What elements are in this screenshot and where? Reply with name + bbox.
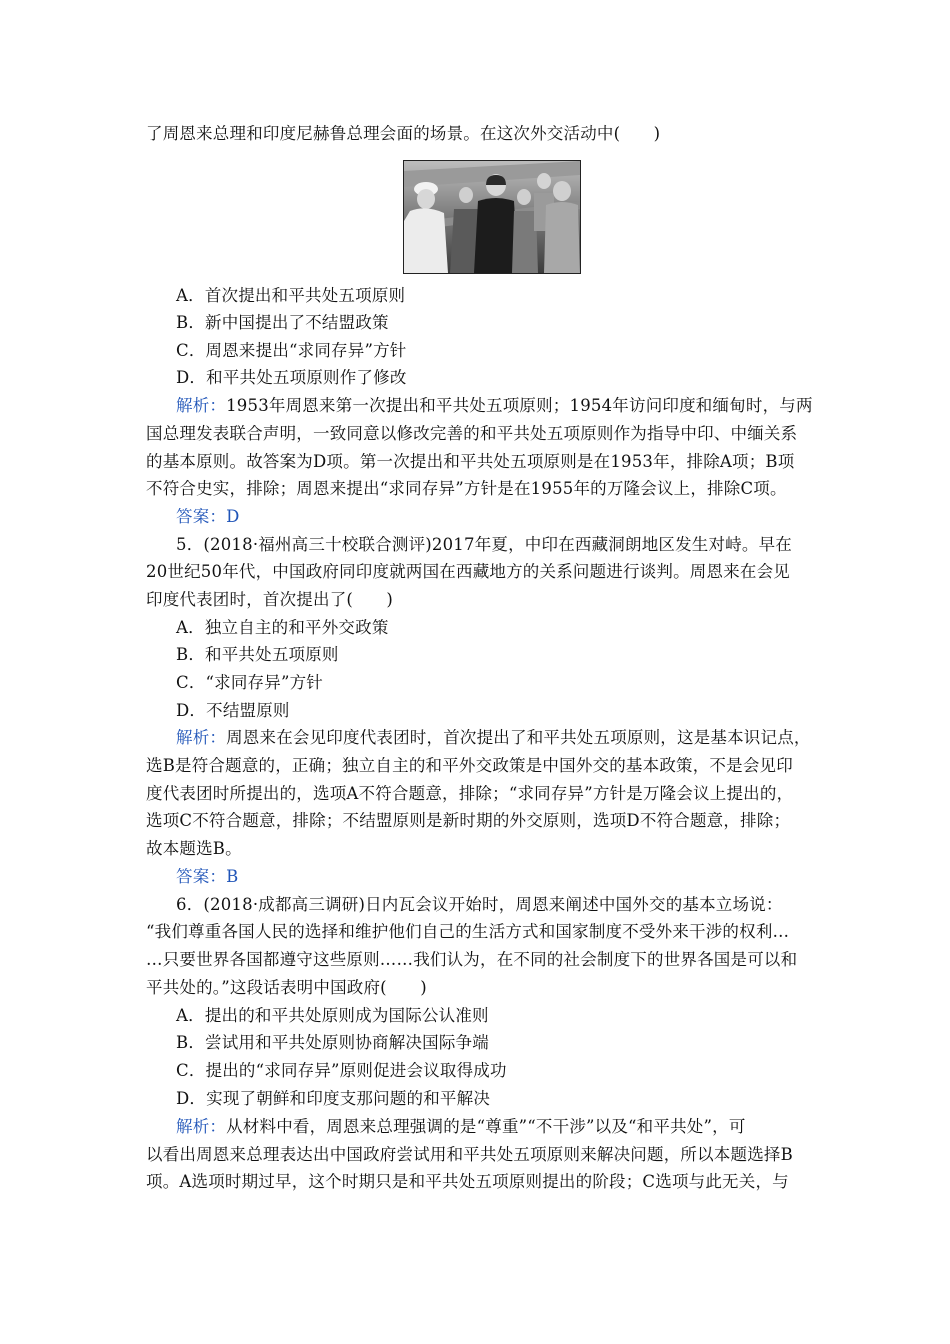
q4-answer: 答案：D <box>176 507 240 526</box>
q4-option-b: B．新中国提出了不结盟政策 <box>176 313 389 332</box>
q4-option-d: D．和平共处五项原则作了修改 <box>176 368 407 387</box>
historical-photo <box>403 160 581 274</box>
q6-option-a: A．提出的和平共处原则成为国际公认准则 <box>176 1006 489 1025</box>
jiexi-label: 解析： <box>176 1117 227 1136</box>
q5-jiexi-line-5: 故本题选B。 <box>146 839 242 858</box>
q5-option-c: C．“求同存异”方针 <box>176 673 323 692</box>
jiexi-label: 解析： <box>176 728 227 747</box>
q5-option-d: D．不结盟原则 <box>176 701 290 720</box>
q4-option-c: C．周恩来提出“求同存异”方针 <box>176 341 407 360</box>
jiexi-text: 从材料中看，周恩来总理强调的是“尊重”“不干涉”以及“和平共处”，可 <box>226 1117 746 1136</box>
q4-jiexi-line-1 <box>176 396 813 416</box>
q4-jiexi-line-4: 不符合史实，排除；周恩来提出“求同存异”方针是在1955年的万隆会议上，排除C项。 <box>146 479 787 498</box>
q6-option-b: B．尝试用和平共处原则协商解决国际争端 <box>176 1033 489 1052</box>
q5-option-a: A．独立自主的和平外交政策 <box>176 618 389 637</box>
q4-jiexi-line-3: 的基本原则。故答案为D项。第一次提出和平共处五项原则是在1953年，排除A项；B项 <box>146 452 795 471</box>
q6-option-d: D．实现了朝鲜和印度支那问题的和平解决 <box>176 1089 491 1108</box>
q5-jiexi-line-4: 选项C不符合题意，排除；不结盟原则是新时期的外交原则，选项D不符合题意，排除； <box>146 811 791 830</box>
q5-jiexi-line-1 <box>176 728 811 748</box>
jiexi-label: 解析： <box>176 396 227 415</box>
q6-option-c: C．提出的“求同存异”原则促进会议取得成功 <box>176 1061 507 1080</box>
q4-option-a: A．首次提出和平共处五项原则 <box>176 286 406 305</box>
q6-jiexi-line-1 <box>176 1117 746 1137</box>
q6-jiexi-line-2: 以看出周恩来总理表达出中国政府尝试用和平共处五项原则来解决问题，所以本题选择B <box>146 1145 793 1164</box>
q5-stem-line-1: 5．(2018·福州高三十校联合测评)2017年夏，中印在西藏洞朗地区发生对峙。早在 <box>176 535 792 554</box>
intro-tail-line: 了周恩来总理和印度尼赫鲁总理会面的场景。在这次外交活动中( ) <box>146 124 661 143</box>
q5-jiexi-line-3: 度代表团时所提出的，选项A不符合题意，排除；“求同存异”方针是万隆会议上提出的， <box>146 784 794 803</box>
q5-option-b: B．和平共处五项原则 <box>176 645 339 664</box>
q6-stem-line-3: …只要世界各国都遵守这些原则……我们认为，在不同的社会制度下的世界各国是可以和 <box>146 950 798 969</box>
q4-jiexi-line-2: 国总理发表联合声明，一致同意以修改完善的和平共处五项原则作为指导中印、中缅关系 <box>146 424 798 443</box>
q5-jiexi-line-2: 选B是符合题意的，正确；独立自主的和平外交政策是中国外交的基本政策，不是会见印 <box>146 756 793 775</box>
q6-jiexi-line-3: 项。A选项时期过早，这个时期只是和平共处五项原则提出的阶段；C选项与此无关，与 <box>146 1172 789 1191</box>
q5-stem-line-2: 20世纪50年代，中国政府同印度就两国在西藏地方的关系问题进行谈判。周恩来在会见 <box>146 562 790 581</box>
photo-illustration <box>404 161 580 273</box>
q6-stem-line-1: 6．(2018·成都高三调研)日内瓦会议开始时，周恩来阐述中国外交的基本立场说： <box>176 895 783 914</box>
q6-stem-line-4: 平共处的。”这段话表明中国政府( ) <box>146 978 427 997</box>
q6-stem-line-2: “我们尊重各国人民的选择和维护他们自己的生活方式和国家制度不受外来干涉的权利… <box>146 922 790 941</box>
jiexi-text: 周恩来在会见印度代表团时，首次提出了和平共处五项原则，这是基本识记点， <box>226 728 811 747</box>
jiexi-text: 1953年周恩来第一次提出和平共处五项原则；1954年访问印度和缅甸时，与两 <box>226 396 813 415</box>
q5-stem-line-3: 印度代表团时，首次提出了( ) <box>146 590 394 609</box>
q5-answer: 答案：B <box>176 867 239 886</box>
